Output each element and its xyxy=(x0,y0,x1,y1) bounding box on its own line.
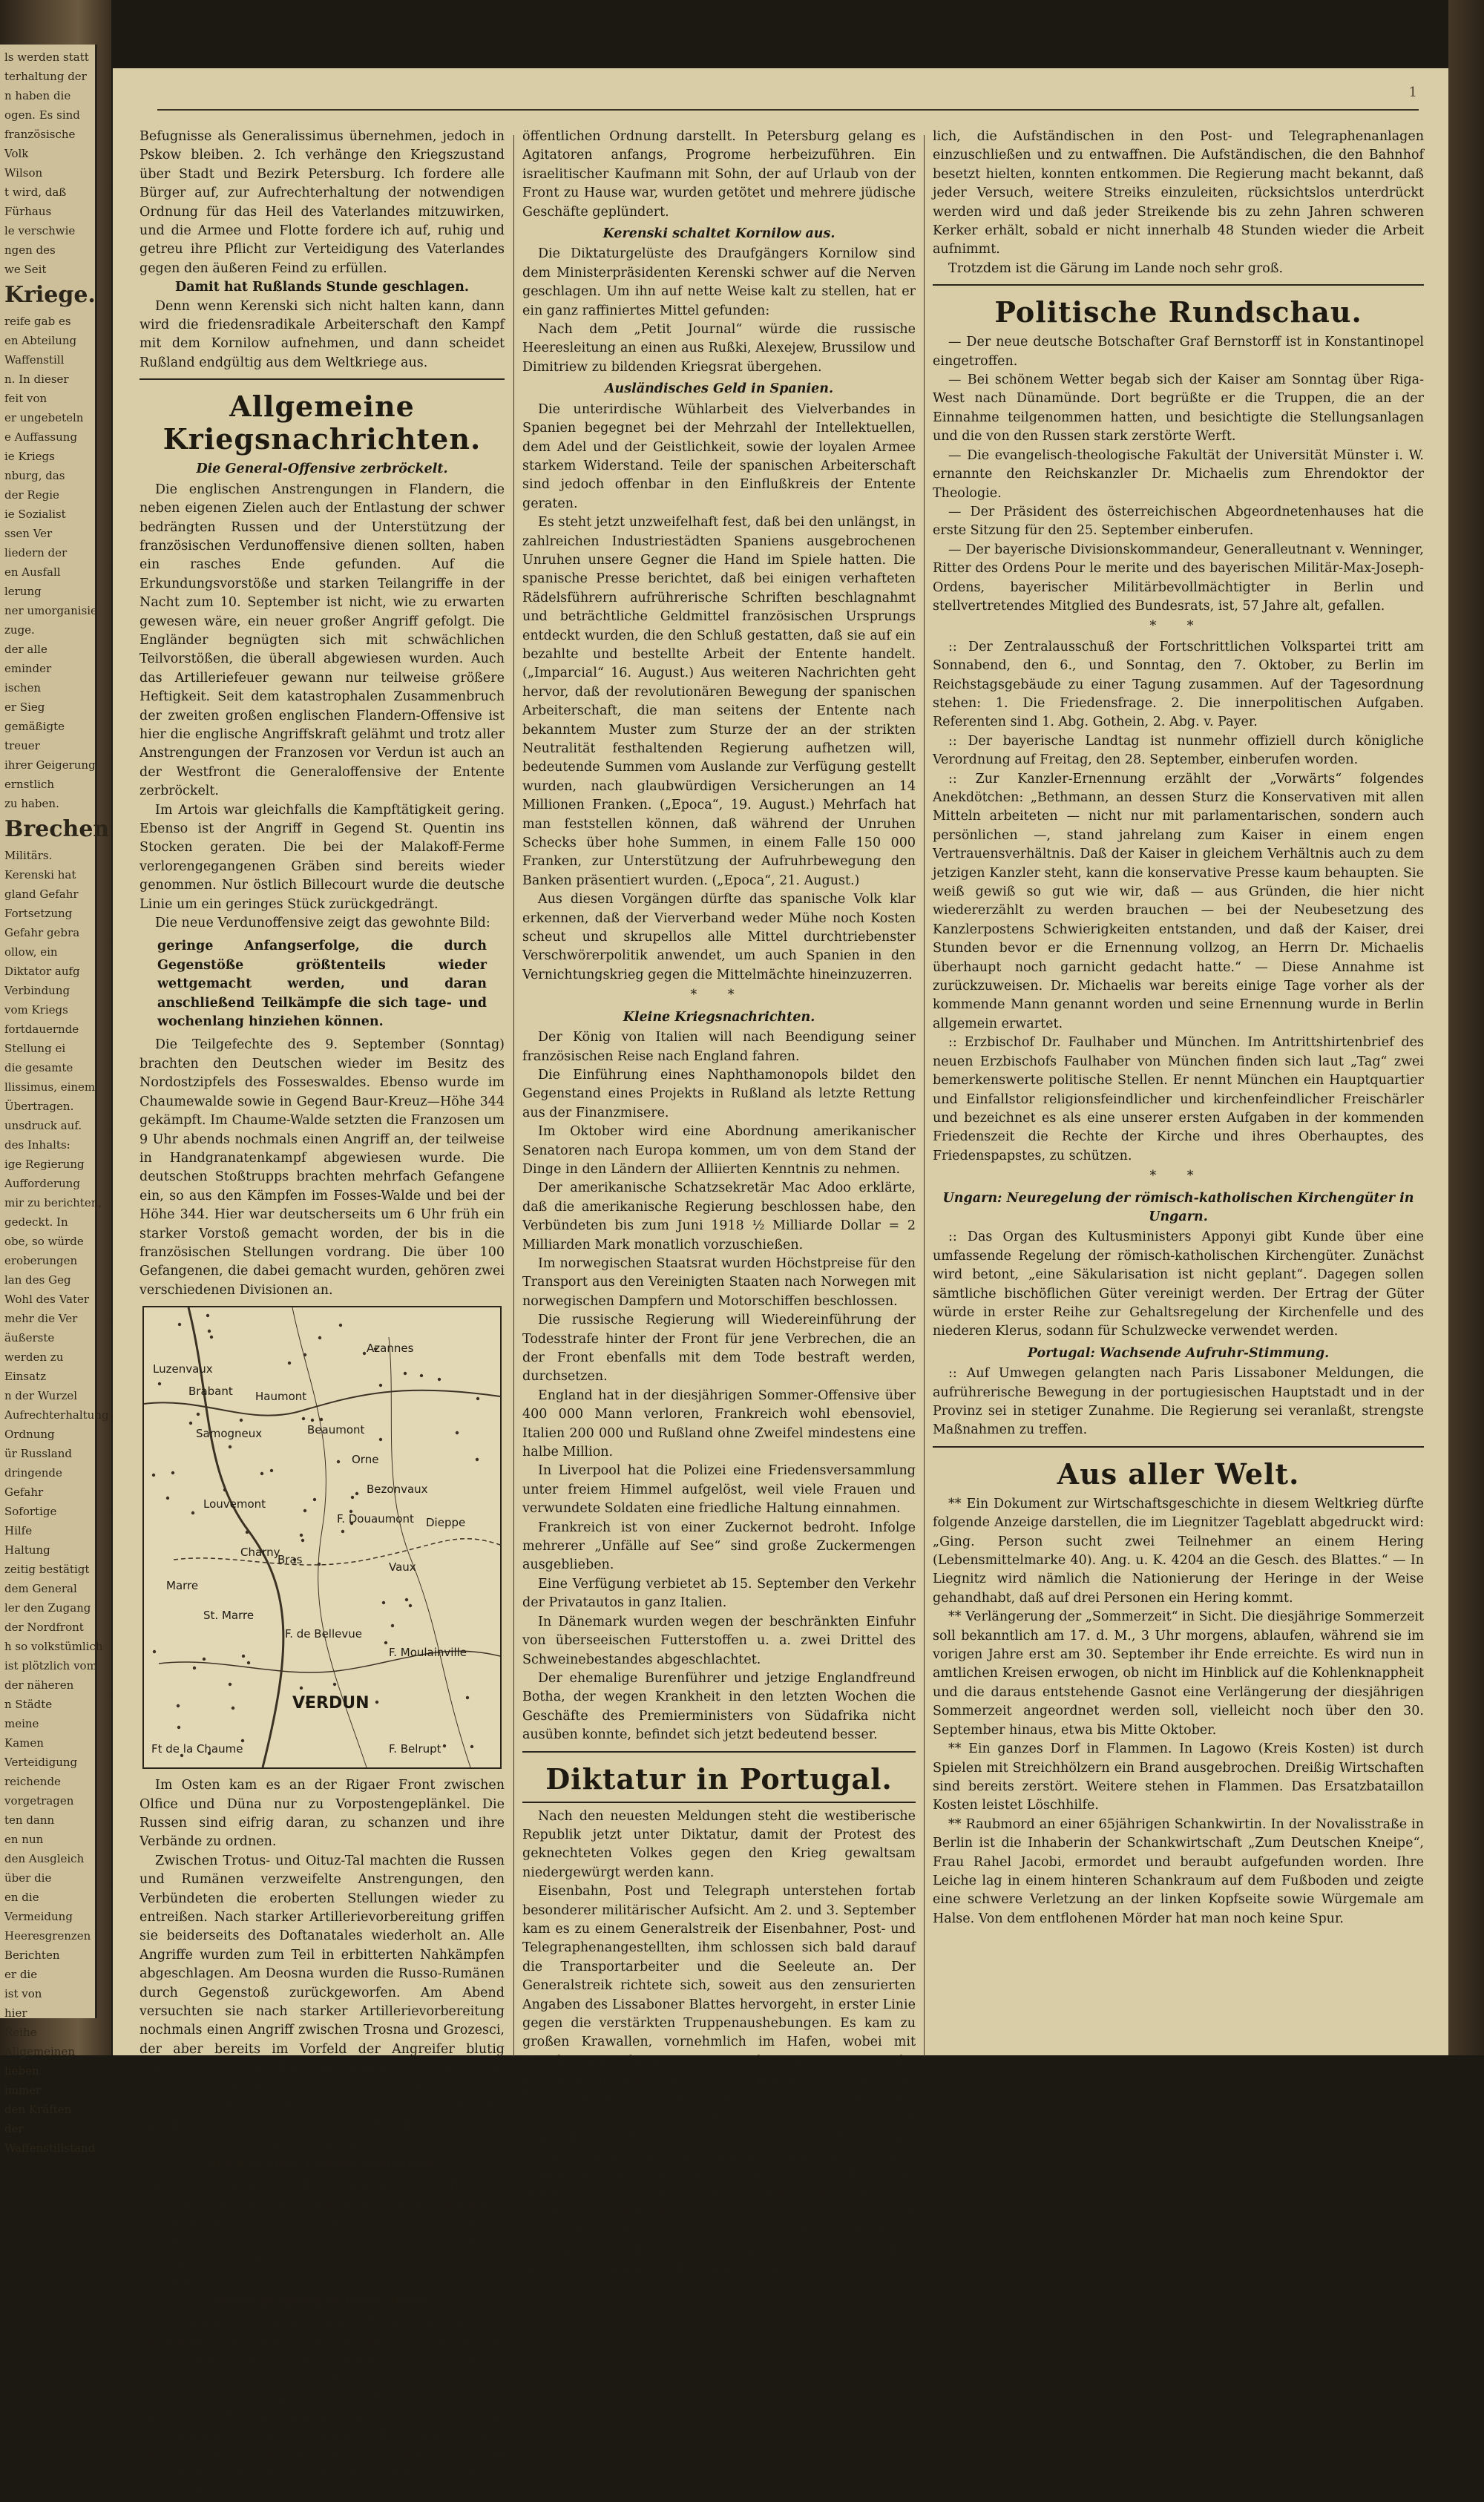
fragment-line: dringende xyxy=(4,1466,62,1480)
column-1 xyxy=(139,128,505,2500)
fragment-line: n Städte xyxy=(4,1698,53,1711)
fragment-line: den Kräften xyxy=(4,2103,72,2116)
fragment-line: Fortsetzung xyxy=(4,907,73,920)
fragment-line: Berichten xyxy=(4,1948,60,1962)
fragment-line: Kamen xyxy=(4,1736,44,1750)
fragment-line: eminder xyxy=(4,662,52,675)
fragment-line: des Inhalts: xyxy=(4,1138,70,1152)
fragment-line: ischen xyxy=(4,681,42,695)
fragment-line: Ordnung xyxy=(4,1428,55,1441)
politics-list xyxy=(933,333,1424,616)
fragment-line: ssen Ver xyxy=(4,527,53,540)
paragraph: :: Erzbischof Dr. Faulhaber und München. Im Antrittshirtenbrief des neuen Erzbischofs Faulhaber von München finden sich laut „Tag“ zwei bemerkenswerte politische Stellen. Er nennt München ein Hauptquartier und Einfallstor religionsfeindlicher und kirchenfeindlicher Freischärler und bezeichnet es als eine unserer ersten Aufgaben in der kommenden Friedenszeit die Rechte der Kirche und ihres Oberhauptes, des Friedenspapstes, zu schützen. xyxy=(933,1035,1424,1163)
paragraph: Frankreich ist von einer Zuckernot bedroht. Infolge mehrerer „Unfälle auf See“ sind große Zuckermengen ausgeblieben. xyxy=(522,1520,916,1573)
fragment-line: Vermeidung xyxy=(4,1910,73,1923)
fragment-line: ige Regierung xyxy=(4,1158,85,1171)
paragraph: Im Artois war gleichfalls die Kampftätigkeit gering. Ebenso ist der Angriff in Gegend St. Quentin ins Stocken geraten. Die bei der Malakoff-Ferme verlorengegangenen Gräben sind bereits wieder genommen. Nur östlich Billecourt wurde die deutsche Linie um ein geringes Stück zurückgedrängt. xyxy=(139,802,505,912)
paragraph: Der ehemalige Burenführer und jetzige Englandfreund Botha, der wegen Krankheit in den letzten Wochen die Geschäfte des Premierministers von Südafrika nicht ausüben konnte, befindet sich jetzt bedeutend besser. xyxy=(522,1670,916,1743)
fragment-line: die gesamte xyxy=(4,1061,73,1074)
fragment-line: er ungebeteln xyxy=(4,411,84,424)
page-number: 1 xyxy=(1408,85,1417,100)
paragraph: Aus diesen Vorgängen dürfte das spanische Volk klar erkennen, daß der Vierverband weder Mühe noch Kosten scheut und skrupellos alle Mittel durchtriebenster Verschwörerpolitik anwendet, um auch Spanien in den Vernichtungskrieg gegen die Mittelmächte hineinzuzerren. xyxy=(522,892,916,982)
fragment-line: ls werden statt xyxy=(4,50,89,64)
fragment-line: ner umorganisie xyxy=(4,604,97,617)
fragment-line: Reihe xyxy=(4,2026,37,2039)
map-place-label: Louvemont xyxy=(203,1497,266,1511)
fragment-line: Heeresgrenzen xyxy=(4,1929,91,1943)
subheading: Kerenski schaltet Kornilow aus. xyxy=(603,226,835,242)
map-place-label: Marre xyxy=(166,1579,199,1593)
previous-page-fragment xyxy=(0,45,110,2155)
fragment-line: Aufrechterhaltung xyxy=(4,1408,109,1422)
fragment-line: Waffenstillstand xyxy=(4,2141,96,2155)
fragment-line: ür Russland xyxy=(4,1447,72,1460)
fragment-line: Diktator aufg xyxy=(4,965,80,978)
paragraph: — Der neue deutsche Botschafter Graf Bernstorff ist in Konstantinopel eingetroffen. xyxy=(933,335,1424,369)
fragment-line: zu haben. xyxy=(4,797,59,810)
fragment-line: zeitig bestätigt xyxy=(4,1563,90,1576)
fragment-line: ie Kriegs xyxy=(4,450,55,463)
fragment-line: feit von xyxy=(4,392,47,405)
fragment-line: Haltung xyxy=(4,1543,50,1557)
paragraph: England hat in der diesjährigen Sommer-Offensive über 400 000 Mann verloren, Frankreich wohl ebensoviel, Italien 200 000 und Rußland ohne Zweifel mindestens eine halbe Million. xyxy=(522,1388,916,1460)
fragment-line: ernstlich xyxy=(4,778,55,791)
fragment-line: werden zu xyxy=(4,1350,64,1364)
world-news-list xyxy=(933,1495,1424,1928)
fragment-line: Brechen xyxy=(4,816,110,842)
fragment-line: Hilfe xyxy=(4,1524,33,1537)
section-rule xyxy=(139,378,505,380)
fragment-line: ollow, ein xyxy=(4,945,58,959)
fragment-line: Volk xyxy=(4,147,29,160)
fragment-line: t wird, daß xyxy=(4,185,67,199)
right-page-edge xyxy=(1448,0,1484,2055)
map-place-label: Ft de la Chaume xyxy=(151,1742,243,1756)
fragment-line: we Seit xyxy=(4,263,47,276)
fragment-line: Wilson xyxy=(4,166,43,180)
subheading: Portugal: Wachsende Aufruhr-Stimmung. xyxy=(1027,1345,1330,1361)
map-place-label: Vaux xyxy=(389,1560,416,1575)
subheading: Kleine Kriegsnachrichten. xyxy=(623,1009,815,1025)
inset-quote: geringe Anfangserfolge, die durch Gegenstöße größtenteils wieder wettgemacht werden, und daran anschließend Teilkämpfe die sich tage- und wochenlang hinziehen können. xyxy=(157,939,487,1030)
fragment-line: nburg, das xyxy=(4,469,65,482)
map-place-label: F. Moulainville xyxy=(389,1646,467,1660)
fragment-line: Aufforderung xyxy=(4,1177,80,1190)
fragment-line: en Ausfall xyxy=(4,565,61,579)
fragment-line: Allgemeinen xyxy=(4,2045,76,2058)
map-drawing xyxy=(144,1307,500,1767)
fragment-line: llissimus, einem xyxy=(4,1080,96,1094)
paragraph: Denn wenn Kerenski sich nicht halten kann, dann wird die friedensradikale Arbeiterschaft den Kampf mit dem Kornilow aufnehmen, und dann scheidet Rußland endgültig aus dem Weltkriege aus. xyxy=(139,298,505,370)
fragment-line: le verschwie xyxy=(4,224,76,237)
map-place-label: F. Douaumont xyxy=(337,1512,414,1526)
paragraph: ** Ein Dokument zur Wirtschaftsgeschichte in diesem Weltkrieg dürfte folgende Anzeige darstellen, die im Liegnitzer Tageblatt abgedruckt wird: „Ging. Person sucht zwei Teilnehmer an einem Hering (Lebensmittelmarke 40). Ang. u. K. 4204 an die Gesch. des Blattes.“ — In Liegnitz wird nämlich die Nationierung der Heringe in der Weise gehandhabt, daß auf drei Personen ein Hering kommt. xyxy=(933,1496,1424,1606)
fragment-line: äußerste xyxy=(4,1331,55,1344)
fragment-line: treuer xyxy=(4,739,40,752)
fragment-line: ten dann xyxy=(4,1813,55,1827)
fragment-line: der Regie xyxy=(4,488,59,502)
fragment-line: ngen des xyxy=(4,243,56,257)
map-place-label: Beaumont xyxy=(307,1423,365,1437)
map-place-label: F. de Bellevue xyxy=(285,1627,362,1641)
paragraph: Die Diktaturgelüste des Draufgängers Kornilow sind dem Ministerpräsidenten Kerenski schwer auf die Nerven geschlagen. Um ihn auf nette Weise kalt zu stellen, hat er ein ganz raffiniertes Mittel gefunden: xyxy=(522,246,916,318)
headline-kriegsnachrichten: Allgemeine Kriegsnachrichten. xyxy=(162,390,482,456)
fragment-line: französische xyxy=(4,128,76,141)
fragment-line: der Nordfront xyxy=(4,1621,84,1634)
fragment-line: der alle xyxy=(4,643,47,656)
fragment-line: hier xyxy=(4,2006,27,2020)
paragraph: Nach dem „Petit Journal“ würde die russische Heeresleitung an einen aus Rußki, Alexejew, Brussilow und Dimitriew zu bildenden Kriegsrat übergehen. xyxy=(522,322,916,375)
map-place-label: Dieppe xyxy=(426,1516,466,1530)
subheading: Des Kanzlers Friedenshoffnung. xyxy=(205,2158,439,2173)
subheading: Die General-Offensive zerbröckelt. xyxy=(196,462,448,477)
paragraph: Im norwegischen Staatsrat wurden Höchstpreise für den Transport aus den Vereinigten Staaten nach Norwegen mit norwegischen Dampfern und Motorschiffen beschlossen. xyxy=(522,1255,916,1309)
paragraph: In Liverpool hat die Polizei eine Friedensversammlung unter freiem Himmel aufgelöst, weil viele Frauen und verwundete Soldaten eine friedliche Haltung einnahmen. xyxy=(522,1463,916,1517)
paragraph: Im Oktober wird eine Abordnung amerikanischer Senatoren nach Europa kommen, um von dem Stand der Dinge in den Ländern der Alliierten Kenntnis zu nehmen. xyxy=(522,1124,916,1177)
fragment-line: ler den Zugang xyxy=(4,1601,91,1615)
fragment-line: e Auffassung xyxy=(4,430,78,444)
headline-politische-rundschau: Politische Rundschau. xyxy=(994,295,1362,329)
headline-portugal: Diktatur in Portugal. xyxy=(545,1761,893,1796)
fragment-line: ihrer Geigerung xyxy=(4,758,96,772)
paragraph: Trotzdem ist die Gärung im Lande noch sehr groß. xyxy=(948,260,1284,276)
paragraph: Zwischen Trotus- und Oituz-Tal machten die Russen und Rumänen verzweifelte Anstrengungen, den Verbündeten die eroberten Stellungen wieder zu entreißen. Nach starker Artillerievorbereitung griffen sie beiderseits des Doftanatales wiederholt an. Alle Angriffe wurden zum Teil in erbitterten Nahkämpfen abgeschlagen. Am Deosna wurden die Russo-Rumänen durch Gegenstoß zurückgeworfen. Am Abend versuchten sie nach starker Artillerievorbereitung nochmals einen Angriff zwischen Trosna und Grozesci, der aber bereits im Vorfeld der Angreifer blutig scheiterte. Wo die Russo-Rumänen sonst noch mit geringeren Kräften bis zur Kompagniestärke beiderseits des Casinu und nördlich des Susitatales angriffen versuchten, wurden sie überall bereits durch Sperrfeuer der Artillerie abgewiesen. xyxy=(139,1853,505,2151)
fragment-line: Kerenski hat xyxy=(4,868,76,881)
paragraph: Bei der Abreise des Reichskanzlers Dr. Michaelis von Stuttgart brachte eine große Menschenmenge Hochrufe aus. Der Reichskanzler trat an das offene Fenster und rief der Menge zu: Hoffen wir, daß wir noch in diesem Jahre Frieden bekommen. Diese Worte lösten neue Begeisterung aus. xyxy=(139,2178,505,2288)
paragraph: — Der Präsident des österreichischen Abgeordnetenhauses hat die erste Sitzung für den 25. September einberufen. xyxy=(933,504,1424,539)
paragraph: Die neue Verdunoffensive zeigt das gewohnte Bild: xyxy=(155,916,490,931)
fragment-line: lieben xyxy=(4,2064,39,2078)
map-place-label: Samogneux xyxy=(196,1427,263,1441)
paragraph: Befugnisse als Generalissimus übernehmen, jedoch in Pskow bleiben. 2. Ich verhänge den Kriegszustand über Stadt und Bezirk Petersburg. Ich fordere alle Bürger auf, zur Aufrechterhaltung der notwendigen Ordnung für das Heil des Vaterlandes mitzuwirken, und die Armee und Flotte fordere ich auf, ruhig und getreu ihre Pflicht zur Verteidigung des Vaterlandes gegen den äußeren Feind zu erfüllen. xyxy=(139,129,505,276)
paragraph: Die Einführung eines Naphthamonopols bildet den Gegenstand eines Projekts in Rußland als letzte Rettung aus der Finanzmisere. xyxy=(522,1067,916,1120)
paragraph: Im Osten kam es an der Rigaer Front zwischen Olfice und Düna nur zu Vorpostengeplänkel. Die Russen sind eifrig daran, zu schanzen und ihre Verbände zu ordnen. xyxy=(139,1778,505,1850)
column-divider-2 xyxy=(924,135,925,2057)
paragraph: Eisenbahn, Post und Telegraph unterstehen fortab besonderer militärischer Aufsicht. Am 2. und 3. September kam es zu einem Generalstreik der Eisenbahner, Post- und Telegraphenangestellten, ihm schlossen sich bald darauf die Transportarbeiter und die Seeleute an. Der Generalstreik richtete sich, soweit aus den zensurierten Angaben des Lissaboner Blattes hervorgeht, in erster Linie gegen die verstärkten Truppenaushebungen. Es kam zu großen Krawallen, vornehmlich im Hafen, wobei mit Maschinengewehren geschossen wurde. Regierungstruppen besetzten Hauptpost und das Telegraphenamt, wurden aber von hier durch die Aufständischen vertrieben und mußten schließlich auch den Bahnhof räumen. Die portugiesische Flotte machte Miene, sich den Aufständischen anzuschließen. Sie wurde jedoch durch den englischen Gesandten eines „Besseren“ belehrt, der ihr eine Erklärung funken ließ, daß jeder Versuch der portugiesischen Flotte, einen Putsch zu veranstalten, durch die englische Flotte unterdrückt werden würde. In der Nacht vom 2. zum 3. September hielten die Kämpfe an. Es gelang schließ- xyxy=(522,1884,916,2276)
paragraph: — Der bayerische Divisionskommandeur, Generalleutnant v. Wenninger, Ritter des Ordens Pour le merite und des bayerischen Militär-Max-Joseph-Ordens, bayerischer Militärbevollmächtigter in Berlin und stellvertretendes Mitglied des Bundesrats, ist, 57 Jahre alt, gefallen. xyxy=(933,542,1424,614)
fragment-line: obe, so würde xyxy=(4,1235,84,1248)
paragraph: ** Raubmord an einer 65jährigen Schankwirtin. In der Novalisstraße in Berlin ist die Inhaberin der Schankwirtschaft „Zum Deutschen Kneipe“, Frau Rahel Jacobi, ermordet und beraubt aufgefunden worden. Ihre Leiche lag in einem hinteren Schankraum auf dem Fußboden und zeigte eine schwere Verletzung an der linken Kopfseite sowie Würgemale am Halse. Von dem entflohenen Mörder hat man noch keine Spur. xyxy=(933,1816,1424,1926)
fragment-line: gland Gefahr xyxy=(4,887,79,901)
fragment-line: Übertragen. xyxy=(4,1100,74,1113)
map-place-label: St. Marre xyxy=(203,1609,255,1623)
fragment-line: Verbindung xyxy=(4,984,70,997)
column-2 xyxy=(522,128,916,2276)
fragment-line: en die xyxy=(4,1891,39,1904)
headline-aus-aller-welt: Aus aller Welt. xyxy=(1057,1457,1300,1491)
fragment-line: Gefahr gebra xyxy=(4,926,80,939)
fragment-line: ie Sozialist xyxy=(4,508,66,521)
separator-stars: * * xyxy=(1149,619,1207,634)
fragment-line: mehr die Ver xyxy=(4,1312,78,1325)
fragment-line: n der Wurzel xyxy=(4,1389,78,1402)
fragment-line: unsdruck auf. xyxy=(4,1119,82,1132)
fragment-line: Kriege. xyxy=(4,282,96,308)
section-rule xyxy=(933,1446,1424,1448)
subheading: Ungarn: Neuregelung der römisch-katholischen Kirchengüter in Ungarn. xyxy=(942,1190,1414,1224)
paragraph: :: Das Organ des Kultusministers Apponyi gibt Kunde über eine umfassende Regelung der römisch-katholischen Kirchengüter. Zunächst wird betont, „eine Säkularisation ist nicht geplant“. Dagegen sollen sämtliche bischöflichen Güter vereinigt werden. Der Ertrag der Güter würde in erster Reihe zur Gehaltsregelung der Kirchenfelle und des niederen Klerus, sodann für Schulzwecke verwendet werden. xyxy=(933,1229,1424,1339)
fragment-line: vom Kriegs xyxy=(4,1003,68,1017)
top-rule xyxy=(157,109,1419,111)
paragraph: Es steht jetzt unzweifelhaft fest, daß bei den unlängst, in zahlreichen Industriestädten Spaniens ausgebrochenen Unruhen unsere Gegner die Hand im Spiele hatten. Die spanische Presse berichtet, daß bei einigen verhafteten Rädelsführern aufrührerische Schriften beschlagnahmt und beträchtliche Geldmittel französischen Ursprungs entdeckt wurden, die den Schluß gestatten, daß sie auf ein bezahlte und bestellte Arbeit der Entente handelt. („Imparcial“ 16. August.) Aus weiteren Nachrichten geht hervor, daß der revolutionären Bewegung der spanischen Arbeiterschaft, die man seitens der Entente nach bekanntem Muster zum Sturze der an der strikten Neutralität festhaltenden Regierung aufhetzen will, bedeutende Summen vom Auslande zur Verfügung gestellt wurden, nach glaubwürdigen Versicherungen an 14 Millionen Franken. („Epoca“, 19. August.) Mehrfach hat man feststellen können, daß während der Unruhen Schecks über hohe Summen, in einem Falle 150 000 Franken, zur Unterstützung der Aufruhrbewegung den Banken präsentiert wurden. („Epoca“, 21. August.) xyxy=(522,515,916,888)
map-place-label: Orne xyxy=(352,1453,379,1467)
fragment-line: mir zu berichten, xyxy=(4,1196,102,1209)
paragraph: In Dänemark wurden wegen der beschränkten Einfuhr von überseeischen Futterstoffen u. a. zwei Drittel des Schweinebestandes abgeschlachtet. xyxy=(522,1614,916,1667)
fragment-line: Verteidigung xyxy=(4,1756,78,1769)
fragment-line: er die xyxy=(4,1968,38,1981)
map-place-label: Haumont xyxy=(255,1390,307,1404)
section-rule xyxy=(522,1802,916,1803)
paragraph: Die Teilgefechte des 9. September (Sonntag) brachten den Deutschen wieder im Besitz des Nordostzipfels des Fosseswaldes. Ebenso wurde im Chaumewalde sowie in Gegend Baur-Kreuz—Höhe 344 gekämpft. Im Chaume-Walde setzten die Franzosen um 9 Uhr abends nochmals einen Angriff an, der teilweise in Handgranatenkampf abgewiesen wurde. Die deutschen Stoßtrupps brachten mehrfach Gefangene ein, so aus den Kämpfen im Fosses-Walde und bei der Höhe 344. Hier war deutscherseits um 6 Uhr früh ein starker Vorstoß gemacht worden, der bis in die französischen Stellungen vordrang. Die über 100 Gefangenen, die dabei gemacht wurden, gehören zwei verschiedenen Divisionen an. xyxy=(139,1037,505,1298)
map-place-label: Charny xyxy=(240,1546,280,1560)
fragment-line: ogen. Es sind xyxy=(4,108,80,122)
fragment-line: terhaltung der xyxy=(4,70,87,83)
paragraph: ** Ein ganzes Dorf in Flammen. In Lagowo (Kreis Kosten) ist durch Spielen mit Streichhölzern ein Brand ausgebrochen. Dreißig Wirtschaften sind bereits zerstört. Weitere stehen in Flammen. Das Ersatzbataillon Kosten leistet Löschhilfe. xyxy=(933,1741,1424,1813)
fragment-line: vorgetragen xyxy=(4,1794,74,1807)
section-rule xyxy=(522,1751,916,1753)
paragraph: :: Der Zentralausschuß der Fortschrittlichen Volkspartei tritt am Sonnabend, den 6., und Sonntag, den 7. Oktober, zu Berlin im Reichstagsgebäude zu einer Tagung zusammen. Auf der Tagesordnung stehen: 1. Die Friedensfrage. 2. Die innerpolitischen Aufgaben. Referenten sind 1. Abg. Gothein, 2. Abg. v. Payer. xyxy=(933,639,1424,730)
paragraph: Der amerikanische Schatzsekretär Mac Adoo erklärte, daß die amerikanische Regierung beschlossen habe, den Verbündeten bis zum Juni 1918 ½ Milliarde Dollar = 2 Milliarden Mark monatlich vorzuschießen. xyxy=(522,1181,916,1252)
fragment-line: dem General xyxy=(4,1582,77,1595)
paragraph: Nach den neuesten Meldungen steht die westiberische Republik jetzt unter Diktatur, damit der Protest des geknechteten Volkes gegen den Krieg gewaltsam niedergewürgt werden kann. xyxy=(522,1808,916,1880)
fragment-line: reichende xyxy=(4,1775,61,1788)
paragraph: — Bei schönem Wetter begab sich der Kaiser am Sonntag über Riga-West nach Dünamünde. Dort begrüßte er die Truppen, die an der Einnahme teilgenommen hatten, und besichtigte die Stellungsanlagen und die von den Russen stark zerstörte Werft. xyxy=(933,372,1424,444)
paragraph-emphasis: Damit hat Rußlands Stunde geschlagen. xyxy=(175,280,469,295)
paragraph: öffentlichen Ordnung darstellt. In Petersburg gelang es Agitatoren anfangs, Progrome herbeizuführen. Ein israelitischer Kaufmann mit Sohn, der auf Urlaub von der Front zu Hause war, wurden getötet und mehrere jüdische Geschäfte geplündert. xyxy=(522,129,916,220)
paragraph: :: Der bayerische Landtag ist nunmehr offiziell durch königliche Verordnung auf Freitag, den 28. September, einberufen worden. xyxy=(933,733,1424,768)
newspaper-page xyxy=(113,68,1448,2500)
paragraph: — Die evangelisch-theologische Fakultät der Universität Münster i. W. ernannte den Reichskanzler Dr. Michaelis zum Ehrendoktor der Theologie. xyxy=(933,447,1424,501)
fragment-line: gedeckt. In xyxy=(4,1215,68,1229)
column-3 xyxy=(933,128,1424,2049)
fragment-line: ist von xyxy=(4,1987,42,2000)
paragraph: ** Verlängerung der „Sommerzeit“ in Sicht. Die diesjährige Sommerzeit soll bekanntlich am 17. d. M., 3 Uhr morgens, ablaufen, während sie im vorigen Jahre erst am 30. September ihr Ende erreichte. Es wird nun in amtlichen Kreisen erwogen, ob nicht im Hinblick auf die Kohlenknappheit und die daraus entstehende Gasnot eine Verlängerung der diesjährigen Sommerzeit angeordnet werden soll, vielleicht noch über den 30. September hinaus, etwa bis Mitte Oktober. xyxy=(933,1609,1424,1738)
map-place-label: Brabant xyxy=(188,1385,233,1399)
map-place-label: Luzenvaux xyxy=(153,1362,213,1376)
small-news-list xyxy=(522,1028,916,1744)
fragment-line: Waffenstill xyxy=(4,353,65,367)
fragment-line: n. In dieser xyxy=(4,372,69,386)
fragment-line: eroberungen xyxy=(4,1254,78,1267)
paragraph: Die unterirdische Wühlarbeit des Vielverbandes in Spanien begegnet bei der Mehrzahl der Intellektuellen, dem Adel und der Geistlichkeit, sowie der loyalen Armee starkem Widerstand. Teile der spanischen Arbeiterschaft sind jedoch offenbar in den Einflußkreis der Entente geraten. xyxy=(522,401,916,511)
fragment-line: Einsatz xyxy=(4,1370,46,1383)
subheading: Beunruhigung in Petersburg. xyxy=(214,2294,430,2310)
fragment-line: der xyxy=(4,2122,24,2135)
fragment-line: gemäßigte xyxy=(4,720,65,733)
fragment-line: über die xyxy=(4,1871,52,1885)
paragraph: :: Auf Umwegen gelangten nach Paris Lissaboner Meldungen, die aufrührerische Bewegung in der portugiesischen Hauptstadt und in der Provinz sei in stetiger Zunahme. Die Regierung sei veranlaßt, strengste Maßnahmen zu treffen. xyxy=(933,1366,1424,1438)
subheading: Ausländisches Geld in Spanien. xyxy=(604,381,834,397)
fragment-line: Fürhaus xyxy=(4,205,52,218)
separator-stars: * * xyxy=(1149,1169,1207,1184)
separator-stars: * * xyxy=(690,988,748,1003)
fragment-line: h so volkstümlich xyxy=(4,1640,103,1653)
fragment-line: Wohl des Vater xyxy=(4,1293,90,1306)
map-place-label: F. Belrupt xyxy=(389,1742,441,1756)
fragment-line: liedern der xyxy=(4,546,68,559)
fragment-line: en nun xyxy=(4,1833,44,1846)
map-place-label: Bezonvaux xyxy=(367,1483,428,1497)
paragraph: Der König von Italien will nach Beendigung seiner französischen Reise nach England fahren. xyxy=(522,1030,916,1064)
paragraph: Die englischen Anstrengungen in Flandern, die neben eigenen Zielen auch der Entlastung der schwer bedrängten Russen und der Unterstützung der französischen Verdunoffensive dienen sollten, haben ein rasches Ende gefunden. Auf die Erkundungsvorstöße und starken Teilangriffe in der Nacht zum 10. September ist nicht, wie zu erwarten gewesen wäre, ein neuer großer Angriff gefolgt. Die Engländer begnügten sich mit schwächlichen Teilvorstößen, die überall abgewiesen wurden. Auch das Artilleriefeuer gewann nur teilweise größere Heftigkeit. Seit dem katastrophalen Zusammenbruch der zweiten großen englischen Flandern-Offensive ist hier die englische Angriffskraft gelähmt und trotz aller Anstrengungen der Franzosen vor Verdun ist auch an der Westfront die Generaloffensive der Entente zerbröckelt. xyxy=(139,482,505,799)
paragraph: :: Zur Kanzler-Ernennung erzählt der „Vorwärts“ folgendes Anekdötchen: „Bethmann, an dessen Sturz die Konservativen mit allen Mitteln arbeiteten — nicht nur mit parlamentarischen, sondern auch persönlichen —, stand jahrelang zum Kaiser in einem engen Vertrauensverhältnis. Daß der Kaiser in gleichem Verhältnis auch zu dem jetzigen Kanzler steht, kann die konservative Presse kaum behaupten. Sie weiß gewiß so gut wie wir, daß — aus Gründen, die hier nicht wiedererzählt zu werden brauchen — bei der Neubesetzung des Kanzlerpostens Schwierigkeiten entstanden, und daß der Kaiser, drei Stunden bevor er die Ernennung vollzog, an Herrn Dr. Michaelis überhaupt noch garnicht gedacht hatte.“ — Diese Annahme ist zurückzuweisen. Dr. Michaelis war bereits einige Tage vorher als der kommende Mann genannt worden und seine Ernennung wurde in Berlin allgemein erwartet. xyxy=(933,771,1424,1031)
fragment-line: zuge. xyxy=(4,623,35,637)
fragment-line: meine xyxy=(4,1717,39,1730)
section-rule xyxy=(933,284,1424,286)
previous-page-text xyxy=(0,45,110,2158)
fragment-line: ist plötzlich vom xyxy=(4,1659,97,1672)
fragment-line: den Ausgleich xyxy=(4,1852,85,1865)
map-place-label: Azannes xyxy=(367,1342,414,1356)
fragment-line: en Abteilung xyxy=(4,334,77,347)
fragment-line: lan des Geg xyxy=(4,1273,71,1287)
verdun-map xyxy=(142,1306,502,1769)
fragment-line: lerung xyxy=(4,585,42,598)
fragment-line: der näheren xyxy=(4,1678,74,1692)
map-place-label: Bras xyxy=(278,1553,303,1567)
fragment-line: Militärs. xyxy=(4,849,53,862)
fragment-line: fortdauernde xyxy=(4,1022,79,1036)
politics-list-2 xyxy=(933,638,1424,1166)
paragraph: lich, die Aufständischen in den Post- und Telegraphenanlagen einzuschließen und zu entwaffnen. Die Aufständischen, die den Bahnhof besetzt hielten, konnten entkommen. Die Regierung macht bekannt, daß jeder Versuch, weitere Streiks einzuleiten, rücksichtslos unterdrückt werden wird und daß jeder Streikende bis zu zehn Jahren schweren Kerker erhält, sobald er nicht innerhalb 48 Stunden wieder die Arbeit aufnimmt. xyxy=(933,129,1424,257)
column-divider-1 xyxy=(513,135,514,2057)
fragment-line: Sofortige xyxy=(4,1505,57,1518)
map-place-label: VERDUN xyxy=(292,1694,370,1713)
fragment-line: n haben die xyxy=(4,89,71,102)
paragraph: Das Pariser Regierungsblatt „Temps“ meldet aus Petersburg: Die militärische Niederlage verursacht in der Hauptstadt eine immer tiefergehende Beunruhigung, die zweifelhafte Elemente auszunützen versuchen. In Moskau bereisen die Kadettenpartei und die Sozial-Revolutionären in der Stadtduma Versammlungen, um dringliche Maßnahmen gegen den extremistischen Feldzug zu treffen, der zu Gewalttätigkeiten gegen die Juden aufreizt und die ernsthafte Gefährdung der xyxy=(139,2314,505,2500)
paragraph: Eine Verfügung verbietet ab 15. September den Verkehr der Privatautos in ganz Italien. xyxy=(522,1576,916,1611)
fragment-line: Stellung ei xyxy=(4,1042,66,1055)
fragment-line: Gefahr xyxy=(4,1485,44,1499)
fragment-line: immer xyxy=(4,2084,42,2097)
paragraph: Die russische Regierung will Wiedereinführung der Todesstrafe hinter der Front für jene Verbrechen, die an der Front ebenfalls mit dem Tode bestraft werden, durchsetzen. xyxy=(522,1313,916,1385)
fragment-line: reife gab es xyxy=(4,315,71,328)
fragment-line: er Sieg xyxy=(4,700,45,714)
